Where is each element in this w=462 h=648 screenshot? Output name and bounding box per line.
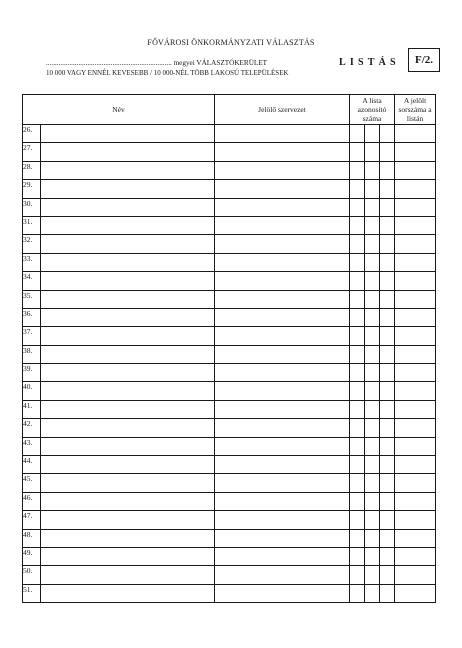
list-id-digit-cell[interactable] (365, 584, 380, 602)
district-line: ...................................................................... megyei VÁLASZTÓKERÜLET (46, 59, 268, 67)
table-row (23, 566, 436, 584)
list-id-digit-cell[interactable] (350, 216, 365, 234)
name-cell[interactable] (41, 345, 215, 363)
row-number: 36. (23, 308, 41, 326)
row-number: 33. (23, 253, 41, 271)
list-id-digit-cell[interactable] (380, 327, 395, 345)
table-row (23, 235, 436, 253)
nominating-organization-cell[interactable] (215, 198, 350, 216)
candidate-number-cell[interactable] (395, 272, 436, 290)
header-list-id: A lista azonosító száma (350, 95, 395, 125)
list-id-digit-cell[interactable] (350, 419, 365, 437)
nominating-organization-cell[interactable] (215, 474, 350, 492)
list-id-digit-cell[interactable] (365, 400, 380, 418)
row-number: 41. (23, 400, 41, 418)
candidate-number-cell[interactable] (395, 584, 436, 602)
nominating-organization-cell[interactable] (215, 308, 350, 326)
name-cell[interactable] (41, 492, 215, 510)
nominating-organization-cell[interactable] (215, 566, 350, 584)
nominating-organization-cell[interactable] (215, 125, 350, 143)
candidate-number-cell[interactable] (395, 253, 436, 271)
list-id-digit-cell[interactable] (350, 235, 365, 253)
name-cell[interactable] (41, 235, 215, 253)
candidate-number-cell[interactable] (395, 143, 436, 161)
list-id-digit-cell[interactable] (365, 272, 380, 290)
header-candidate-number: A jelölt sorszáma a listán (395, 95, 436, 125)
candidate-number-cell[interactable] (395, 437, 436, 455)
candidate-number-cell[interactable] (395, 327, 436, 345)
row-number: 43. (23, 437, 41, 455)
list-id-digit-cell[interactable] (365, 308, 380, 326)
table-row (23, 364, 436, 382)
list-id-digit-cell[interactable] (365, 437, 380, 455)
nominating-organization-cell[interactable] (215, 511, 350, 529)
table-row (23, 216, 436, 234)
row-number: 29. (23, 180, 41, 198)
list-id-digit-cell[interactable] (365, 345, 380, 363)
name-cell[interactable] (41, 272, 215, 290)
name-cell[interactable] (41, 216, 215, 234)
table-row (23, 492, 436, 510)
list-id-digit-cell[interactable] (365, 547, 380, 565)
list-id-digit-cell[interactable] (350, 161, 365, 179)
list-id-digit-cell[interactable] (350, 511, 365, 529)
nominating-organization-cell[interactable] (215, 529, 350, 547)
candidate-number-cell[interactable] (395, 492, 436, 510)
list-id-digit-cell[interactable] (380, 180, 395, 198)
table-row (23, 308, 436, 326)
settlement-type-line: 10 000 VAGY ENNÉL KEVESEBB / 10 000-NÉL TÖBB LAKOSÚ TELEPÜLÉSEK (46, 69, 289, 77)
nominating-organization-cell[interactable] (215, 272, 350, 290)
name-cell[interactable] (41, 143, 215, 161)
nominating-organization-cell[interactable] (215, 547, 350, 565)
table-row (23, 143, 436, 161)
table-row (23, 253, 436, 271)
list-id-digit-cell[interactable] (350, 253, 365, 271)
list-id-digit-cell[interactable] (380, 400, 395, 418)
list-id-digit-cell[interactable] (380, 511, 395, 529)
name-cell[interactable] (41, 125, 215, 143)
list-id-digit-cell[interactable] (380, 198, 395, 216)
candidate-number-cell[interactable] (395, 290, 436, 308)
name-cell[interactable] (41, 198, 215, 216)
list-id-digit-cell[interactable] (380, 492, 395, 510)
nominating-organization-cell[interactable] (215, 180, 350, 198)
list-id-digit-cell[interactable] (350, 198, 365, 216)
list-id-digit-cell[interactable] (350, 566, 365, 584)
row-number: 28. (23, 161, 41, 179)
candidate-number-cell[interactable] (395, 125, 436, 143)
row-number: 50. (23, 566, 41, 584)
list-id-digit-cell[interactable] (350, 382, 365, 400)
row-number: 39. (23, 364, 41, 382)
list-id-digit-cell[interactable] (380, 235, 395, 253)
list-id-digit-cell[interactable] (380, 364, 395, 382)
list-id-digit-cell[interactable] (380, 456, 395, 474)
list-id-digit-cell[interactable] (380, 161, 395, 179)
list-id-digit-cell[interactable] (350, 547, 365, 565)
list-id-digit-cell[interactable] (365, 327, 380, 345)
table-row (23, 400, 436, 418)
list-id-digit-cell[interactable] (350, 400, 365, 418)
form-code-box: F/2. (408, 48, 440, 72)
table-row (23, 456, 436, 474)
row-number: 45. (23, 474, 41, 492)
name-cell[interactable] (41, 456, 215, 474)
table-row (23, 529, 436, 547)
list-id-digit-cell[interactable] (365, 180, 380, 198)
candidate-number-cell[interactable] (395, 382, 436, 400)
candidate-number-cell[interactable] (395, 511, 436, 529)
list-id-digit-cell[interactable] (365, 511, 380, 529)
list-id-digit-cell[interactable] (365, 143, 380, 161)
candidate-number-cell[interactable] (395, 456, 436, 474)
list-id-digit-cell[interactable] (380, 529, 395, 547)
list-id-digit-cell[interactable] (380, 272, 395, 290)
row-number: 34. (23, 272, 41, 290)
nominating-organization-cell[interactable] (215, 382, 350, 400)
name-cell[interactable] (41, 400, 215, 418)
table-row (23, 272, 436, 290)
name-cell[interactable] (41, 253, 215, 271)
list-id-digit-cell[interactable] (365, 290, 380, 308)
list-id-digit-cell[interactable] (365, 364, 380, 382)
row-number: 48. (23, 529, 41, 547)
list-id-digit-cell[interactable] (380, 566, 395, 584)
nominating-organization-cell[interactable] (215, 364, 350, 382)
table-row (23, 419, 436, 437)
list-id-digit-cell[interactable] (380, 290, 395, 308)
list-id-digit-cell[interactable] (350, 327, 365, 345)
nominating-organization-cell[interactable] (215, 492, 350, 510)
list-id-digit-cell[interactable] (380, 125, 395, 143)
table-row (23, 290, 436, 308)
row-number: 30. (23, 198, 41, 216)
candidate-number-cell[interactable] (395, 161, 436, 179)
list-id-digit-cell[interactable] (365, 474, 380, 492)
row-number: 32. (23, 235, 41, 253)
name-cell[interactable] (41, 529, 215, 547)
list-id-digit-cell[interactable] (365, 382, 380, 400)
list-id-digit-cell[interactable] (365, 216, 380, 234)
nominating-organization-cell[interactable] (215, 437, 350, 455)
nominating-organization-cell[interactable] (215, 456, 350, 474)
row-number: 46. (23, 492, 41, 510)
candidate-number-cell[interactable] (395, 364, 436, 382)
list-id-digit-cell[interactable] (365, 125, 380, 143)
table-row (23, 511, 436, 529)
list-id-digit-cell[interactable] (380, 547, 395, 565)
candidate-number-cell[interactable] (395, 308, 436, 326)
row-number: 44. (23, 456, 41, 474)
name-cell[interactable] (41, 437, 215, 455)
nominating-organization-cell[interactable] (215, 419, 350, 437)
name-cell[interactable] (41, 584, 215, 602)
list-id-digit-cell[interactable] (380, 216, 395, 234)
table-row (23, 474, 436, 492)
candidate-number-cell[interactable] (395, 216, 436, 234)
nominating-organization-cell[interactable] (215, 345, 350, 363)
list-id-digit-cell[interactable] (350, 143, 365, 161)
list-id-digit-cell[interactable] (365, 253, 380, 271)
list-id-digit-cell[interactable] (365, 529, 380, 547)
list-id-digit-cell[interactable] (380, 308, 395, 326)
table-header-row (23, 95, 436, 125)
list-id-digit-cell[interactable] (380, 253, 395, 271)
row-number: 51. (23, 584, 41, 602)
row-number: 38. (23, 345, 41, 363)
list-id-digit-cell[interactable] (380, 382, 395, 400)
nominating-organization-cell[interactable] (215, 216, 350, 234)
table-row (23, 547, 436, 565)
name-cell[interactable] (41, 419, 215, 437)
list-id-digit-cell[interactable] (350, 272, 365, 290)
list-id-digit-cell[interactable] (380, 437, 395, 455)
header-name: Név (23, 95, 215, 125)
row-number: 26. (23, 125, 41, 143)
name-cell[interactable] (41, 161, 215, 179)
row-number: 27. (23, 143, 41, 161)
table-row (23, 437, 436, 455)
list-id-digit-cell[interactable] (350, 364, 365, 382)
nominating-organization-cell[interactable] (215, 161, 350, 179)
table-row (23, 125, 436, 143)
list-id-digit-cell[interactable] (365, 566, 380, 584)
list-id-digit-cell[interactable] (365, 419, 380, 437)
table-row (23, 382, 436, 400)
row-number: 40. (23, 382, 41, 400)
table-row (23, 327, 436, 345)
table-row (23, 161, 436, 179)
candidate-number-cell[interactable] (395, 566, 436, 584)
list-id-digit-cell[interactable] (380, 143, 395, 161)
nominating-organization-cell[interactable] (215, 143, 350, 161)
header-nominating-organization: Jelölő szervezet (215, 95, 350, 125)
name-cell[interactable] (41, 180, 215, 198)
list-id-digit-cell[interactable] (380, 474, 395, 492)
list-id-digit-cell[interactable] (380, 419, 395, 437)
name-cell[interactable] (41, 511, 215, 529)
table-row (23, 345, 436, 363)
list-id-digit-cell[interactable] (350, 437, 365, 455)
nominating-organization-cell[interactable] (215, 290, 350, 308)
list-id-digit-cell[interactable] (380, 345, 395, 363)
list-id-digit-cell[interactable] (365, 161, 380, 179)
table-row (23, 584, 436, 602)
list-id-digit-cell[interactable] (365, 235, 380, 253)
list-id-digit-cell[interactable] (350, 308, 365, 326)
list-id-digit-cell[interactable] (350, 345, 365, 363)
name-cell[interactable] (41, 327, 215, 345)
list-id-digit-cell[interactable] (350, 456, 365, 474)
list-id-digit-cell[interactable] (365, 198, 380, 216)
nominating-organization-cell[interactable] (215, 327, 350, 345)
list-id-digit-cell[interactable] (380, 584, 395, 602)
candidate-number-cell[interactable] (395, 345, 436, 363)
list-type-label: LISTÁS (339, 57, 400, 68)
row-number: 31. (23, 216, 41, 234)
nominating-organization-cell[interactable] (215, 235, 350, 253)
list-id-digit-cell[interactable] (350, 125, 365, 143)
row-number: 37. (23, 327, 41, 345)
nominating-organization-cell[interactable] (215, 253, 350, 271)
name-cell[interactable] (41, 364, 215, 382)
election-title: FŐVÁROSI ÖNKORMÁNYZATI VÁLASZTÁS (147, 38, 315, 47)
list-id-digit-cell[interactable] (350, 529, 365, 547)
name-cell[interactable] (41, 382, 215, 400)
list-id-digit-cell[interactable] (350, 290, 365, 308)
row-number: 35. (23, 290, 41, 308)
name-cell[interactable] (41, 308, 215, 326)
table-row (23, 180, 436, 198)
list-id-digit-cell[interactable] (365, 456, 380, 474)
candidate-number-cell[interactable] (395, 474, 436, 492)
row-number: 49. (23, 547, 41, 565)
row-number: 42. (23, 419, 41, 437)
list-id-digit-cell[interactable] (350, 492, 365, 510)
name-cell[interactable] (41, 474, 215, 492)
candidate-number-cell[interactable] (395, 235, 436, 253)
name-cell[interactable] (41, 290, 215, 308)
table-body (23, 125, 436, 603)
list-id-digit-cell[interactable] (350, 474, 365, 492)
candidate-number-cell[interactable] (395, 198, 436, 216)
name-cell[interactable] (41, 566, 215, 584)
row-number: 47. (23, 511, 41, 529)
list-id-digit-cell[interactable] (365, 492, 380, 510)
table-row (23, 198, 436, 216)
candidate-number-cell[interactable] (395, 529, 436, 547)
candidate-number-cell[interactable] (395, 419, 436, 437)
nominating-organization-cell[interactable] (215, 400, 350, 418)
candidate-number-cell[interactable] (395, 547, 436, 565)
candidate-number-cell[interactable] (395, 400, 436, 418)
list-id-digit-cell[interactable] (350, 584, 365, 602)
candidate-number-cell[interactable] (395, 180, 436, 198)
nominating-organization-cell[interactable] (215, 584, 350, 602)
list-id-digit-cell[interactable] (350, 180, 365, 198)
name-cell[interactable] (41, 547, 215, 565)
candidate-list-table (22, 94, 436, 603)
